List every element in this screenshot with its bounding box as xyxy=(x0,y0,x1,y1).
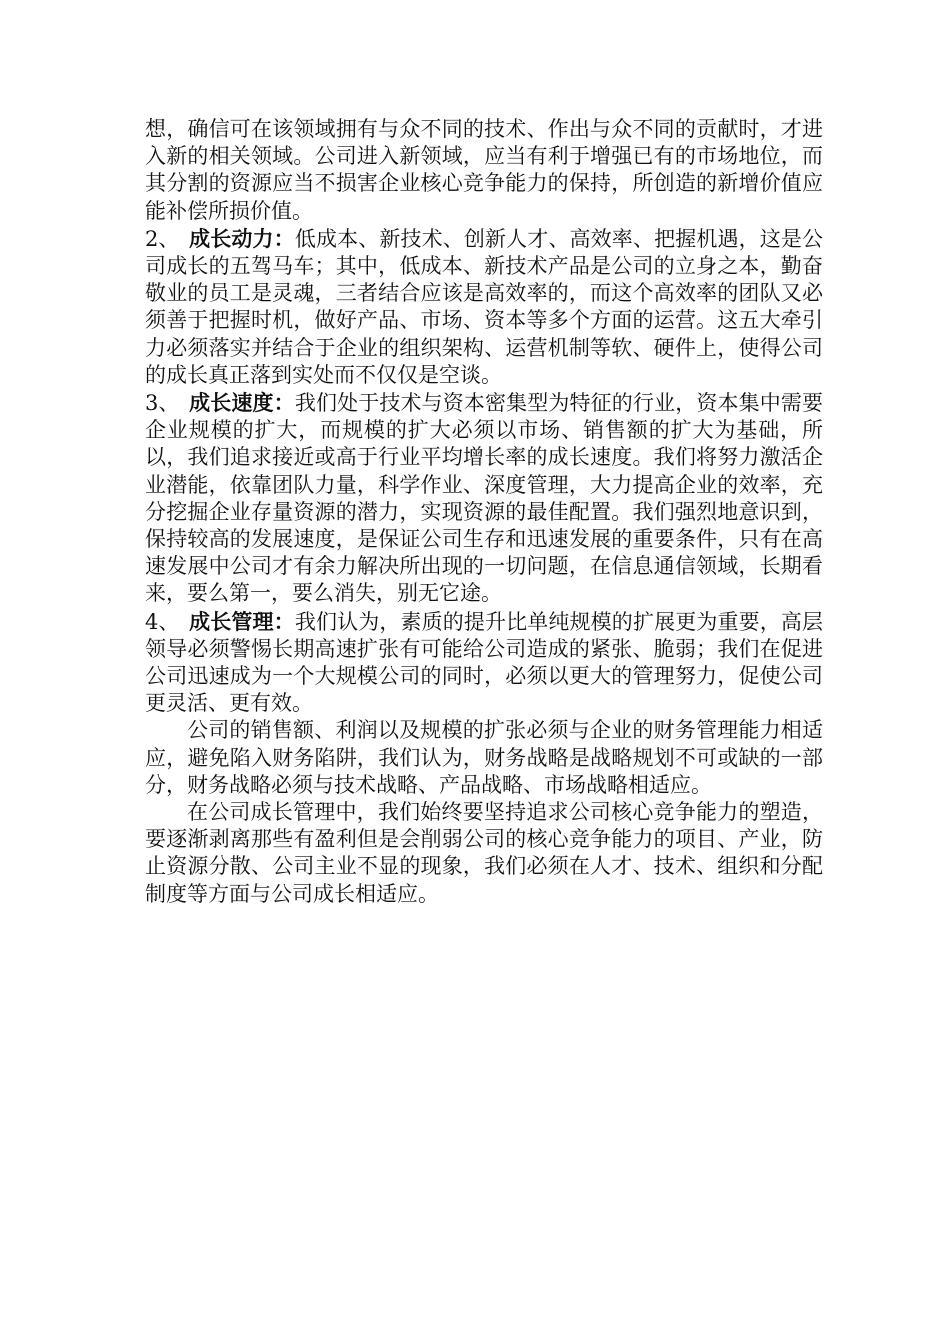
item-number: 3、 xyxy=(145,391,180,416)
finance-paragraph: 公司的销售额、利润以及规模的扩张必须与企业的财务管理能力相适应，避免陷入财务陷阱，我们认为，财务战略是战略规划不可或缺的一部分，财务战略必须与技术战略、产品战略、市场战略相适应。 xyxy=(145,718,823,797)
intro-paragraph: 想，确信可在该领域拥有与众不同的技术、作出与众不同的贡献时，才进入新的相关领域。公司进入新领域，应当有利于增强已有的市场地位，而其分割的资源应当不损害企业核心竞争能力的保持，所创造的新增价值应能补偿所损价值。 xyxy=(145,117,823,223)
document-body xyxy=(145,116,823,908)
item-growth-speed xyxy=(145,389,823,608)
core-competence-paragraph: 在公司成长管理中，我们始终要坚持追求公司核心竞争能力的塑造，要逐渐剥离那些有盈利但是会削弱公司的核心竞争能力的项目、产业，防止资源分散、公司主业不显的现象，我们必须在人才、技术、组织和分配制度等方面与公司成长相适应。 xyxy=(145,800,823,906)
item-text: 低成本、新技术、创新人才、高效率、把握机遇，这是公司成长的五驾马车；其中，低成本、新技术产品是公司的立身之本，勤奋敬业的员工是灵魂，三者结合应该是高效率的，而这个高效率的团队又必须善于把握时机，做好产品、市场、资本等多个方面的运营。这五大牵引力必须落实并结合于企业的组织架构、运营机制等软、硬件上，使得公司的成长真正落到实处而不仅仅是空谈。 xyxy=(145,226,824,387)
item-heading: 成长管理： xyxy=(189,608,295,634)
item-growth-drivers xyxy=(145,225,823,389)
item-number: 2、 xyxy=(145,226,180,251)
item-text: 我们处于技术与资本密集型为特征的行业，资本集中需要企业规模的扩大，而规模的扩大必须以市场、销售额的扩大为基础，所以，我们追求接近或高于行业平均增长率的成长速度。我们将努力激活企业潜能，依靠团队力量，科学作业、深度管理，大力提高企业的效率，充分挖掘企业存量资源的潜力，实现资源的最佳配置。我们强烈地意识到，保持较高的发展速度，是保证公司生存和迅速发展的重要条件，只有在高速发展中公司才有余力解决所出现的一切问题，在信息通信领域，长期看来，要么第一，要么消失，别无它途。 xyxy=(145,391,824,606)
item-text: 我们认为，素质的提升比单纯规模的扩展更为重要，高层领导必须警惕长期高速扩张有可能给公司造成的紧张、脆弱；我们在促进公司迅速成为一个大规模公司的同时，必须以更大的管理努力，促使公司更灵活、更有效。 xyxy=(145,609,824,716)
item-growth-management xyxy=(145,608,823,718)
item-heading: 成长速度： xyxy=(189,390,295,416)
item-number: 4、 xyxy=(145,609,180,634)
item-heading: 成长动力： xyxy=(189,225,295,251)
